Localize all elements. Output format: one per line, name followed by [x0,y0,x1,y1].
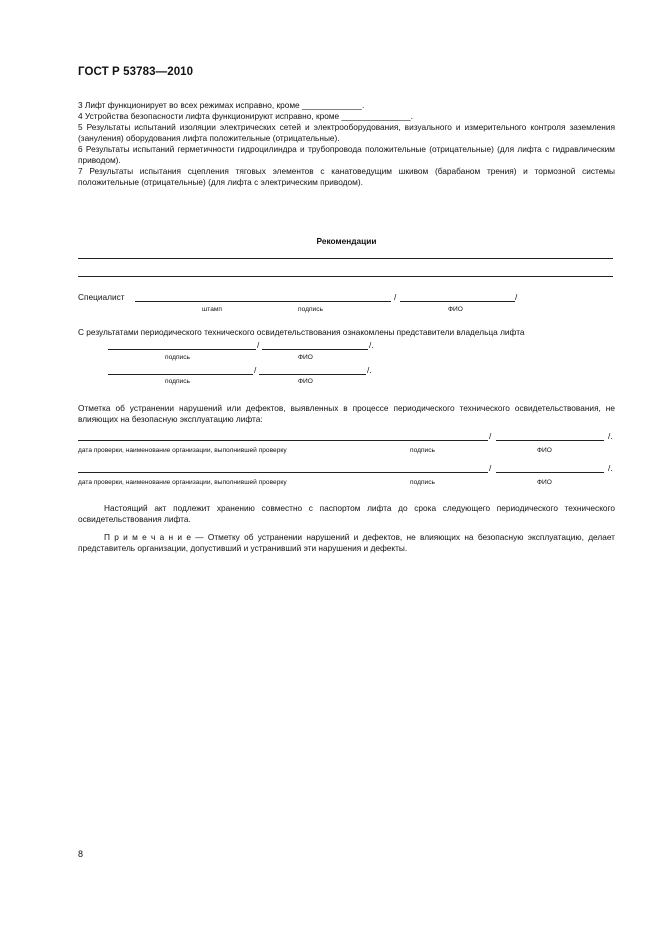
owner-signature-line-1 [108,349,256,350]
owner-end-1: /. [369,340,374,350]
owner-signature-line-2 [108,374,253,375]
defects-slash-1: / [489,431,492,441]
item-4: 4 Устройства безопасности лифта функционируют исправно, кроме _______________. [78,111,413,121]
note-text: Отметку об устранении нарушений и дефектов, не влияющих на безопасную эксплуатацию, делает представитель организации, допустивший и устранивший эти нарушения и дефекты. [78,532,615,553]
note-label: П р и м е ч а н и е — [104,532,204,542]
defects-end-1: /. [608,431,613,441]
defects-name-line-1 [496,440,604,441]
owner-slash-1: / [257,340,260,350]
defects-check-line-2 [78,472,488,473]
owner-name-line-1 [262,349,368,350]
defects-date-label-2: дата проверки, наименование организации, выполнившей проверку [78,479,287,486]
name-label: ФИО [448,306,463,313]
defects-check-line-1 [78,440,488,441]
signature-label: подпись [298,306,323,313]
specialist-slash: / [394,292,397,302]
recommendations-title: Рекомендации [316,236,377,246]
defects-name-line-2 [496,472,604,473]
owner-end-2: /. [367,365,372,375]
item-7: 7 Результаты испытания сцепления тяговых элементов с канатоведущим шкивом (барабаном трения) и тормозной системы положительные (отрицательные) (для лифта с электрическим приводом). [78,166,615,187]
defects-end-2: /. [608,463,613,473]
owner-name-label-2: ФИО [298,378,313,385]
item-3: 3 Лифт функционирует во всех режимах исправно, кроме _____________. [78,100,365,110]
item-5: 5 Результаты испытаний изоляции электрических сетей и электрооборудования, визуального и измерительного контроля заземления (зануления) оборудования лифта положительные (отрицательные). [78,122,615,143]
owner-name-label-1: ФИО [298,354,313,361]
recommendations-line-1 [78,258,613,259]
specialist-label: Специалист [78,292,125,302]
owner-signature-label-2: подпись [165,378,190,385]
storage-note: Настоящий акт подлежит хранению совместно с паспортом лифта до срока следующего периодического технического освидетельствования лифта. [78,503,615,524]
specialist-name-line [400,301,515,302]
defects-text: Отметка об устранении нарушений или дефектов, выявленных в процессе периодического технического освидетельствования, не влияющих на безопасную эксплуатацию лифта: [78,403,615,424]
specialist-end: / [515,292,518,302]
recommendations-line-2 [78,276,613,277]
defects-signature-label-2: подпись [410,479,435,486]
owner-signature-label-1: подпись [165,354,190,361]
owner-text: С результатами периодического технического освидетельствования ознакомлены представители владельца лифта [78,327,525,337]
specialist-signature-line [135,301,391,302]
stamp-label: штамп [202,306,223,313]
item-list [78,100,615,188]
defects-slash-2: / [489,463,492,473]
defects-signature-label-1: подпись [410,447,435,454]
defects-date-label-1: дата проверки, наименование организации, выполнившей проверку [78,447,287,454]
owner-slash-2: / [254,365,257,375]
defects-name-label-2: ФИО [537,479,552,486]
page-number: 8 [78,849,84,859]
document-header: ГОСТ Р 53783—2010 [78,66,194,78]
owner-name-line-2 [259,374,366,375]
note-paragraph [78,532,615,554]
item-6: 6 Результаты испытаний герметичности гидроцилиндра и трубопровода положительные (отрицательные) (для лифта с гидравлическим приводом). [78,144,615,165]
defects-name-label-1: ФИО [537,447,552,454]
